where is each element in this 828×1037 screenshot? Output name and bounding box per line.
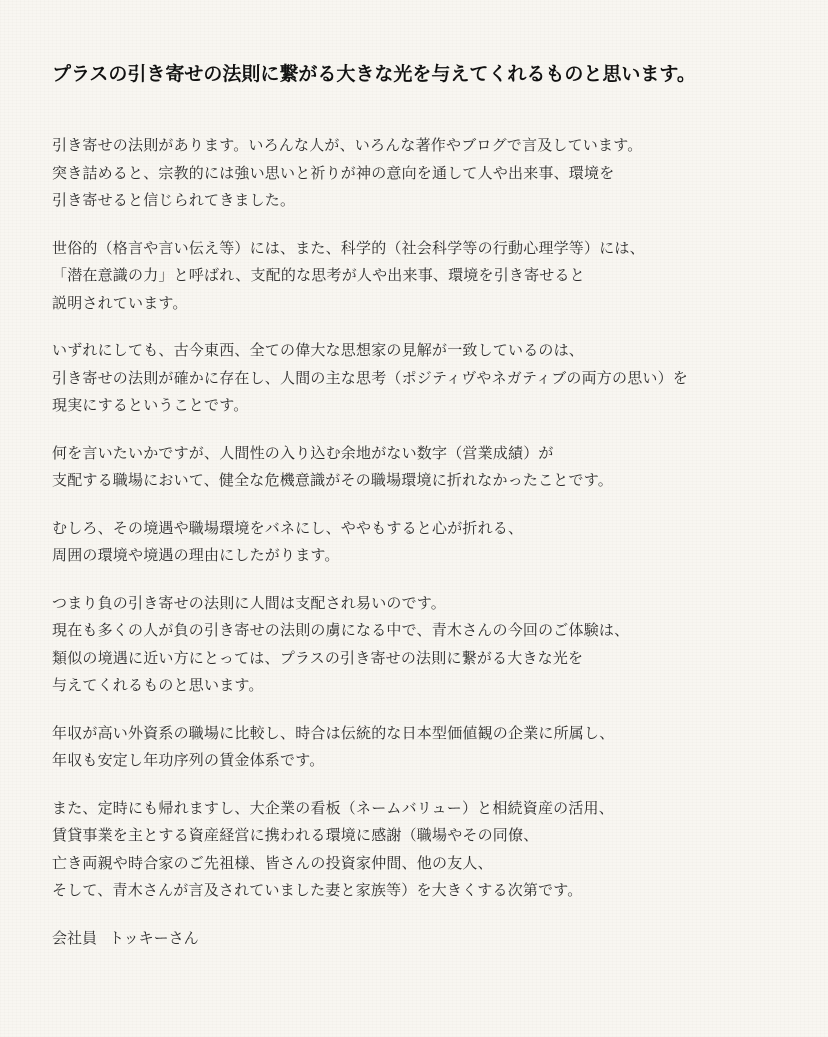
- paragraph-line: 「潜在意識の力」と呼ばれ、支配的な思考が人や出来事、環境を引き寄せると: [52, 266, 585, 284]
- article-title: プラスの引き寄せの法則に繋がる大きな光を与えてくれるものと思います。: [52, 63, 696, 85]
- paragraph-line: 世俗的（格言や言い伝え等）には、また、科学的（社会科学等の行動心理学等）には、: [52, 238, 645, 257]
- paragraph-2: [52, 235, 812, 318]
- paragraph-line: 突き詰めると、宗教的には強い思いと祈りが神の意向を通して人や出来事、環境を: [52, 163, 615, 182]
- paragraph-line: つまり負の引き寄せの法則に人間は支配され易いのです。: [52, 593, 447, 612]
- paragraph-7: [52, 720, 812, 775]
- paragraph-line: 何を言いたいかですが、人間性の入り込む余地がない数字（営業成績）が: [52, 443, 554, 462]
- paragraph-line: いずれにしても、古今東西、全ての偉大な思想家の見解が一致しているのは、: [52, 341, 585, 359]
- paragraph-5: [52, 515, 812, 570]
- paragraph-line: 支配する職場において、健全な危機意識がその職場環境に折れなかったことです。: [52, 471, 613, 489]
- article: [52, 60, 812, 952]
- paragraph-line: むしろ、その境遇や職場環境をバネにし、ややもすると心が折れる、: [52, 518, 524, 537]
- signature-role: 会社員: [52, 928, 98, 947]
- paragraph-line: 年収も安定し年功序列の賃金体系です。: [52, 751, 325, 769]
- paragraph-line: 周囲の環境や境遇の理由にしたがります。: [52, 546, 340, 564]
- signature-name: トッキーさん: [109, 928, 199, 947]
- paragraph-line: 引き寄せの法則があります。いろんな人が、いろんな著作やブログで言及しています。: [52, 136, 643, 154]
- paragraph-3: [52, 337, 812, 420]
- paragraph-line: 現在も多くの人が負の引き寄せの法則の虜になる中で、青木さんの今回のご体験は、: [52, 621, 630, 639]
- paragraph-line: 与えてくれるものと思います。: [52, 676, 264, 694]
- paragraph-line: 年収が高い外資系の職場に比較し、時合は伝統的な日本型価値観の企業に所属し、: [52, 723, 615, 742]
- paragraph-line: 現実にするということです。: [52, 396, 249, 414]
- paragraph-line: 引き寄せると信じられてきました。: [52, 191, 296, 209]
- paragraph-line: 引き寄せの法則が確かに存在し、人間の主な思考（ポジティヴやネガティブの両方の思い）を: [52, 368, 689, 387]
- paragraph-6: [52, 590, 812, 700]
- signature: [52, 925, 812, 953]
- paragraph-4: [52, 440, 812, 495]
- paragraph-1: [52, 132, 812, 215]
- paragraph-line: 賃貸事業を主とする資産経営に携われる環境に感謝（職場やその同僚、: [52, 826, 539, 844]
- paragraph-line: 類似の境遇に近い方にとっては、プラスの引き寄せの法則に繋がる大きな光を: [52, 648, 584, 667]
- paragraph-line: 説明されています。: [52, 293, 188, 312]
- paragraph-line: 亡き両親や時合家のご先祖様、皆さんの投資家仲間、他の友人、: [52, 853, 493, 872]
- article-body: [52, 132, 812, 905]
- paragraph-line: そして、青木さんが言及されていました妻と家族等）を大きくする次第です。: [52, 881, 583, 899]
- paragraph-line: また、定時にも帰れますし、大企業の看板（ネームバリュー）と相続資産の活用、: [52, 798, 614, 817]
- paragraph-8: [52, 795, 812, 905]
